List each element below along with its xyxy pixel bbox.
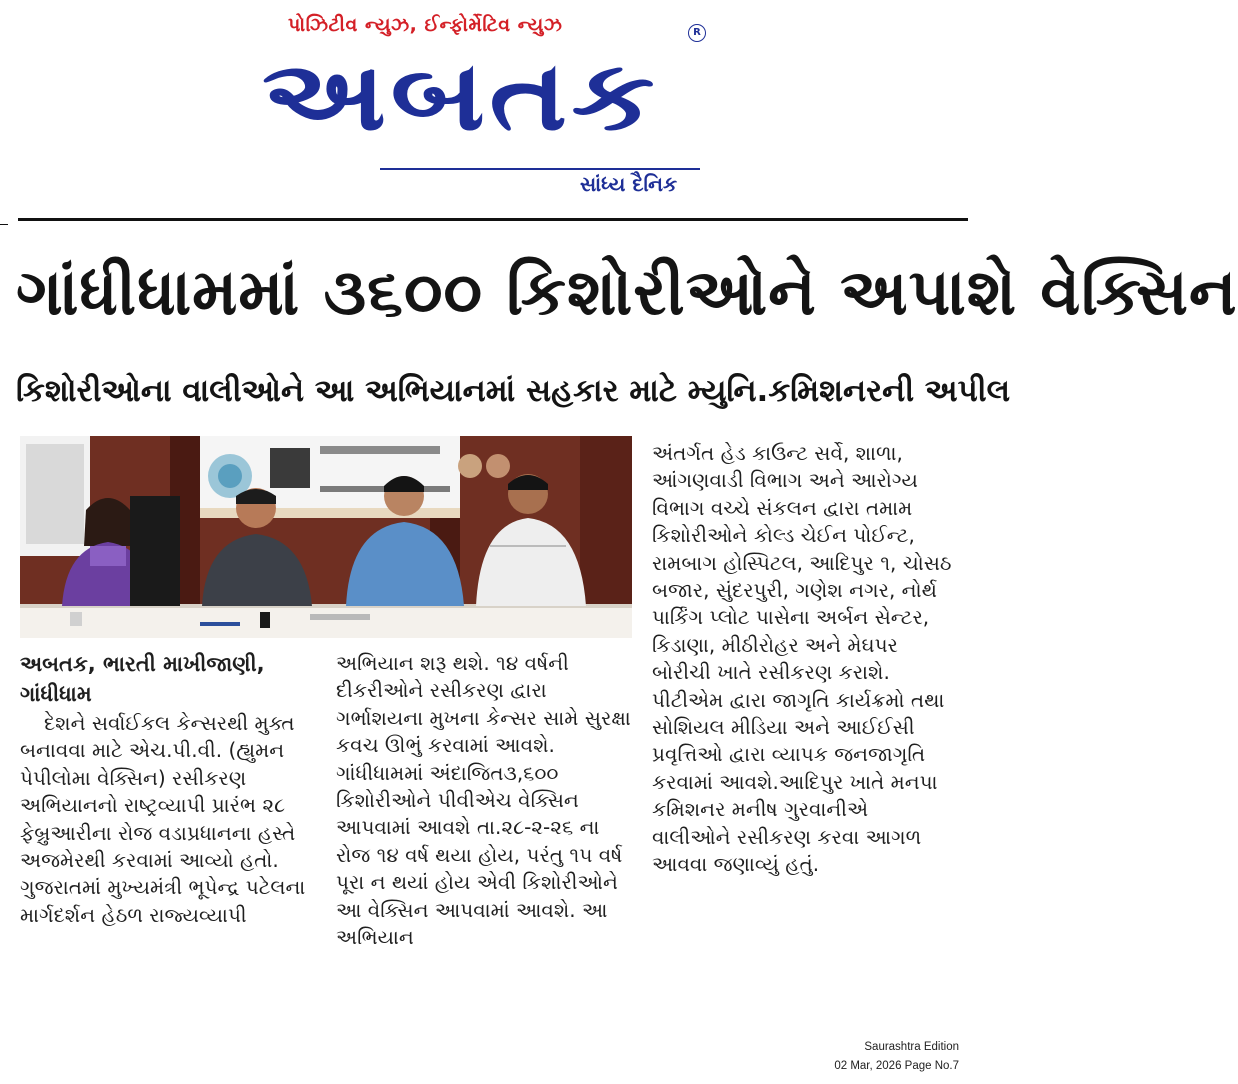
body-paragraph: અંતર્ગત હેડ કાઉન્ટ સર્વે, શાળા, આંગણવાડી વિભાગ અને આરોગ્ય વિભાગ વચ્ચે સંકલન દ્વારા તમામ કિશોરીઓને કોલ્ડ ચેઈન પોઈન્ટ, રામબાગ હોસ્પિટલ, આદિપુર ૧, ચોસઠ બજાર, સુંદરપુરી, ગણેશ નગર, નોર્થ પાર્કિંગ પ્લોટ પાસેના અર્બન સેન્ટર, કિડાણા, મીઠીરોહર અને મેઘપર બોરીચી ખાતે રસીકરણ કરાશે. પીટીએમ દ્વારા જાગૃતિ કાર્યક્રમો તથા સોશિયલ મીડિયા અને આઈઈસી પ્રવૃત્તિઓ દ્વારા વ્યાપક જનજાગૃતિ કરવામાં આવશે.આદિપુર ખાતે મનપા કમિશનર મનીષ ગુરવાનીએ વાલીઓને રસીકરણ કરવા આગળ આવવા જણાવ્યું હતું. <box>652 441 952 877</box>
edition-date-page: 02 Mar, 2026 Page No.7 <box>834 1060 959 1072</box>
edition-info <box>834 1038 959 1076</box>
masthead-subtitle: સાંધ્ય દૈનિક <box>580 172 678 196</box>
edition-name: Saurashtra Edition <box>864 1041 959 1053</box>
article-column-2 <box>336 650 632 951</box>
byline-location: ગાંધીધામ <box>20 682 92 706</box>
registered-trademark-icon: R <box>688 24 706 42</box>
article-column-3 <box>652 440 952 879</box>
article-photo <box>20 436 632 638</box>
masthead <box>0 0 969 215</box>
header-divider <box>18 218 968 221</box>
crop-mark <box>0 224 8 225</box>
article-subheadline: કિશોરીઓના વાલીઓને આ અભિયાનમાં સહકાર માટે મ્યુનિ.કમિશનરની અપીલ <box>16 373 1011 409</box>
masthead-tagline: પોઝિટીવ ન્યુઝ, ઈન્ફોર્મેટિવ ન્યુઝ <box>288 14 563 36</box>
article-headline: ગાંધીધામમાં ૩૬૦૦ કિશોરીઓને અપાશે વેક્સિન <box>16 256 1238 330</box>
body-paragraph: દેશને સર્વાઈકલ કેન્સરથી મુક્ત બનાવવા માટે એચ.પી.વી. (હ્યુમન પેપીલોમા વેક્સિન) રસીકરણ અભિયાનનો રાષ્ટ્રવ્યાપી પ્રારંભ ૨૮ ફેબ્રુઆરીના રોજ વડાપ્રધાનના હસ્તે અજમેરથી કરવામાં આવ્યો હતો. ગુજરાતમાં મુખ્યમંત્રી ભૂપેન્દ્ર પટેલના માર્ગદર્શન હેઠળ રાજ્યવ્યાપી <box>20 711 306 927</box>
byline-author: અબતક, ભારતી માખીજાણી, <box>20 652 265 676</box>
press-meet-illustration <box>20 436 632 638</box>
newspaper-logo: અબતક <box>262 38 659 152</box>
body-paragraph: અભિયાન શરૂ થશે. ૧૪ વર્ષની દીકરીઓને રસીકરણ દ્વારા ગર્ભાશયના મુખના કેન્સર સામે સુરક્ષા કવચ ઊભું કરવામાં આવશે. ગાંધીધામમાં અંદાજિત૩,૬૦૦ કિશોરીઓને પીવીએચ વેક્સિન આપવામાં આવશે તા.૨૮-૨-૨૬ ના રોજ ૧૪ વર્ષ થયા હોય, પરંતુ ૧૫ વર્ષ પૂરા ન થયાં હોય એવી કિશોરીઓને આ વેક્સિન આપવામાં આવશે. આ અભિયાન <box>336 651 631 950</box>
article-column-1 <box>20 650 320 929</box>
logo-underline <box>380 168 700 170</box>
